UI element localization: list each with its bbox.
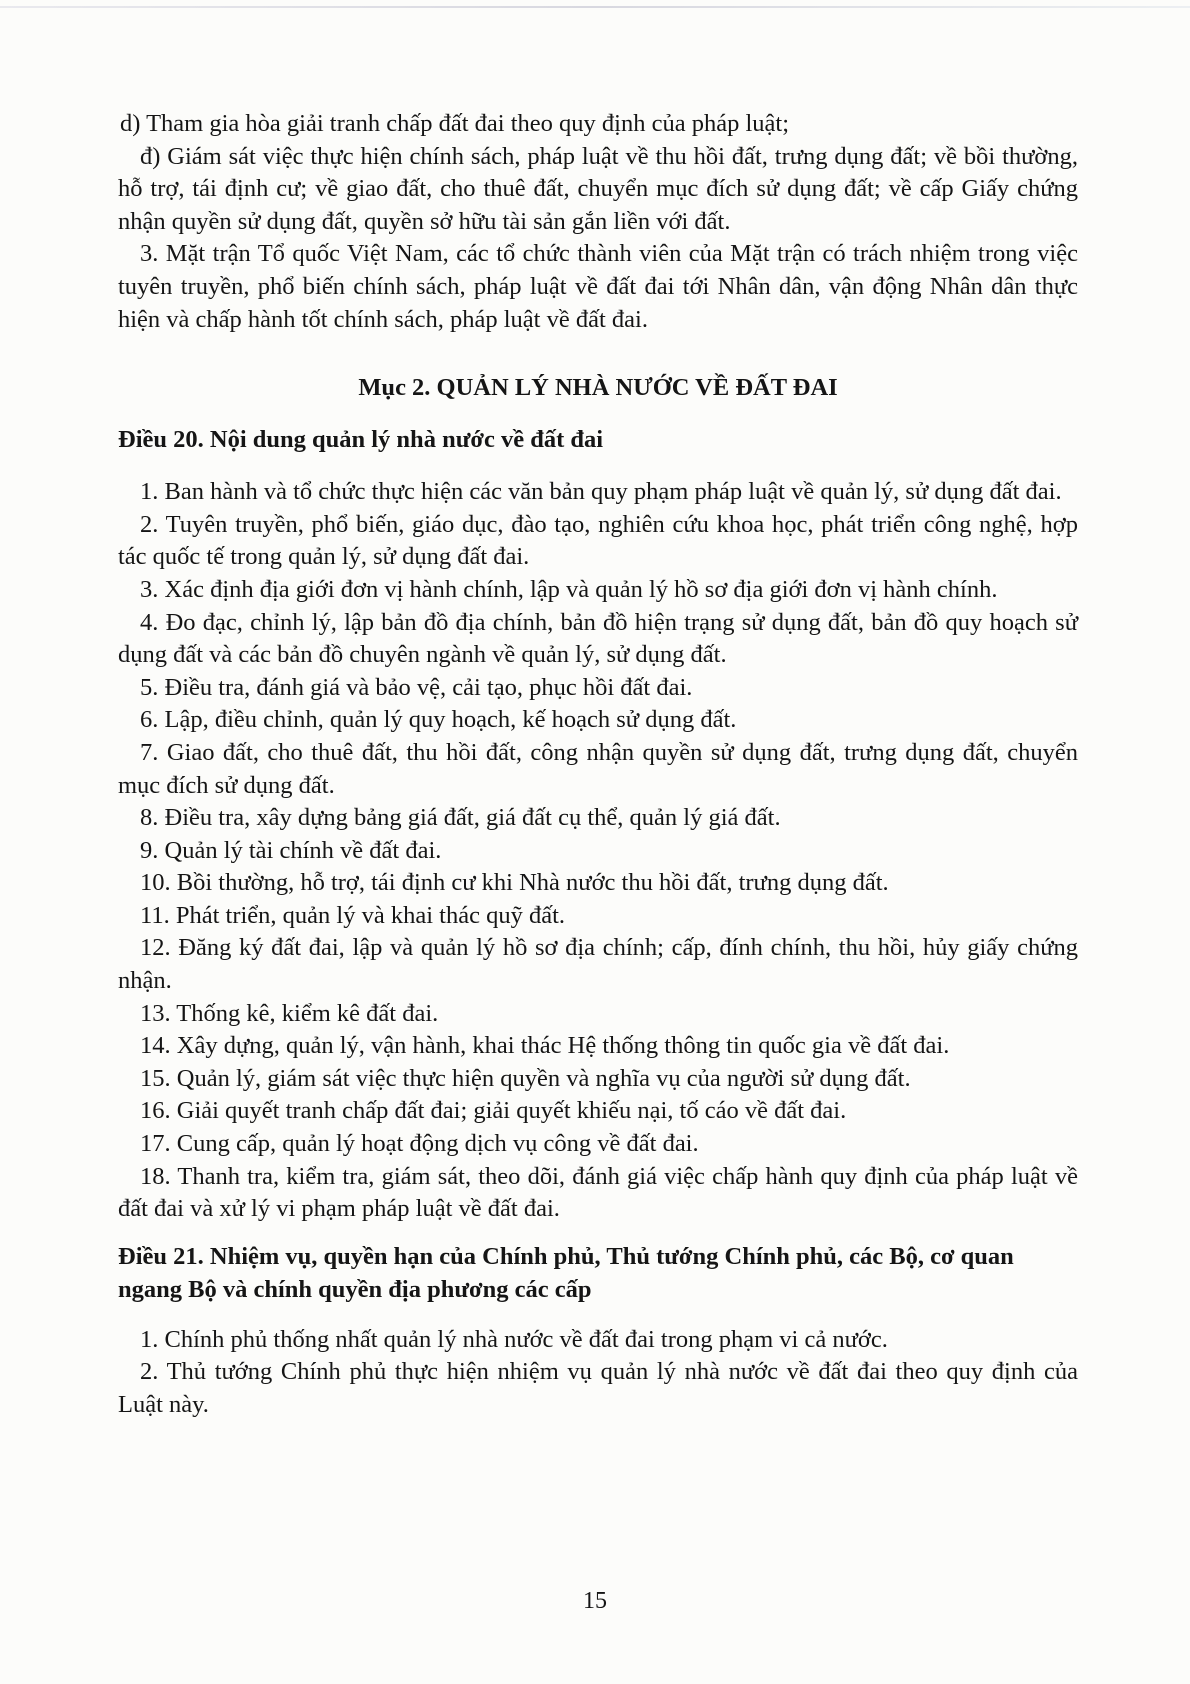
list-item: 2. Thủ tướng Chính phủ thực hiện nhiệm vụ quản lý nhà nước về đất đai theo quy định của Luật này. — [118, 1358, 1078, 1418]
article-20-title: Điều 20. Nội dung quản lý nhà nước về đất đai — [118, 426, 604, 454]
article-20-items — [118, 476, 1078, 1226]
list-item: 10. Bồi thường, hỗ trợ, tái định cư khi Nhà nước thu hồi đất, trưng dụng đất. — [140, 869, 889, 897]
list-item: 1. Chính phủ thống nhất quản lý nhà nước về đất đai trong phạm vi cả nước. — [140, 1325, 888, 1353]
list-item: 9. Quản lý tài chính về đất đai. — [140, 836, 442, 864]
list-item: 3. Xác định địa giới đơn vị hành chính, lập và quản lý hồ sơ địa giới đơn vị hành chính. — [140, 575, 998, 603]
list-item: 5. Điều tra, đánh giá và bảo vệ, cải tạo, phục hồi đất đai. — [140, 673, 693, 701]
section-title: Mục 2. QUẢN LÝ NHÀ NƯỚC VỀ ĐẤT ĐAI — [358, 374, 838, 402]
page-number: 15 — [583, 1588, 607, 1614]
list-item: 18. Thanh tra, kiểm tra, giám sát, theo dõi, đánh giá việc chấp hành quy định của pháp luật về đất đai và xử lý vi phạm pháp luật về đất đai. — [118, 1162, 1078, 1223]
list-item: 4. Đo đạc, chỉnh lý, lập bản đồ địa chính, bản đồ hiện trạng sử dụng đất, bản đồ quy hoạch sử dụng đất và các bản đồ chuyên ngành về quản lý, sử dụng đất. — [118, 608, 1078, 669]
list-item: 8. Điều tra, xây dựng bảng giá đất, giá đất cụ thể, quản lý giá đất. — [140, 804, 781, 832]
list-item: 1. Ban hành và tổ chức thực hiện các văn bản quy phạm pháp luật về quản lý, sử dụng đất đai. — [140, 478, 1062, 506]
list-item: 2. Tuyên truyền, phổ biến, giáo dục, đào tạo, nghiên cứu khoa học, phát triển công nghệ, hợp tác quốc tế trong quản lý, sử dụng đất đai. — [118, 510, 1078, 571]
list-item: 16. Giải quyết tranh chấp đất đai; giải quyết khiếu nại, tố cáo về đất đai. — [140, 1097, 847, 1125]
article-21-items — [118, 1324, 1078, 1422]
list-item: 7. Giao đất, cho thuê đất, thu hồi đất, công nhận quyền sử dụng đất, trưng dụng đất, chuyển mục đích sử dụng đất. — [118, 738, 1078, 799]
list-item: 17. Cung cấp, quản lý hoạt động dịch vụ công về đất đai. — [140, 1130, 699, 1158]
list-item: 6. Lập, điều chỉnh, quản lý quy hoạch, kế hoạch sử dụng đất. — [140, 706, 737, 734]
list-item: 11. Phát triển, quản lý và khai thác quỹ đất. — [140, 901, 566, 929]
paragraph-dd: đ) Giám sát việc thực hiện chính sách, pháp luật về thu hồi đất, trưng dụng đất; về bồi thường, hỗ trợ, tái định cư; về giao đất, cho thuê đất, chuyển mục đích sử dụng đất; về cấp Giấy chứng nhận quyền sử dụng đất, quyền sở hữu tài sản gắn liền với đất. — [118, 142, 1078, 235]
list-item: 13. Thống kê, kiểm kê đất đai. — [140, 999, 439, 1027]
article-21-title: Điều 21. Nhiệm vụ, quyền hạn của Chính phủ, Thủ tướng Chính phủ, các Bộ, cơ quan ngang Bộ và chính quyền địa phương các cấp — [118, 1242, 1014, 1303]
scan-edge-line — [0, 6, 1190, 8]
list-item: 14. Xây dựng, quản lý, vận hành, khai thác Hệ thống thông tin quốc gia về đất đai. — [140, 1032, 950, 1060]
paragraph-d: d) Tham gia hòa giải tranh chấp đất đai theo quy định của pháp luật; — [120, 110, 790, 137]
paragraph-3: 3. Mặt trận Tổ quốc Việt Nam, các tổ chức thành viên của Mặt trận có trách nhiệm trong việc tuyên truyền, phổ biến chính sách, pháp luật về đất đai tới Nhân dân, vận động Nhân dân thực hiện và chấp hành tốt chính sách, pháp luật về đất đai. — [118, 240, 1078, 333]
list-item: 12. Đăng ký đất đai, lập và quản lý hồ sơ địa chính; cấp, đính chính, thu hồi, hủy giấy chứng nhận. — [118, 934, 1078, 995]
list-item: 15. Quản lý, giám sát việc thực hiện quyền và nghĩa vụ của người sử dụng đất. — [140, 1064, 911, 1092]
page-content — [118, 108, 1078, 1422]
